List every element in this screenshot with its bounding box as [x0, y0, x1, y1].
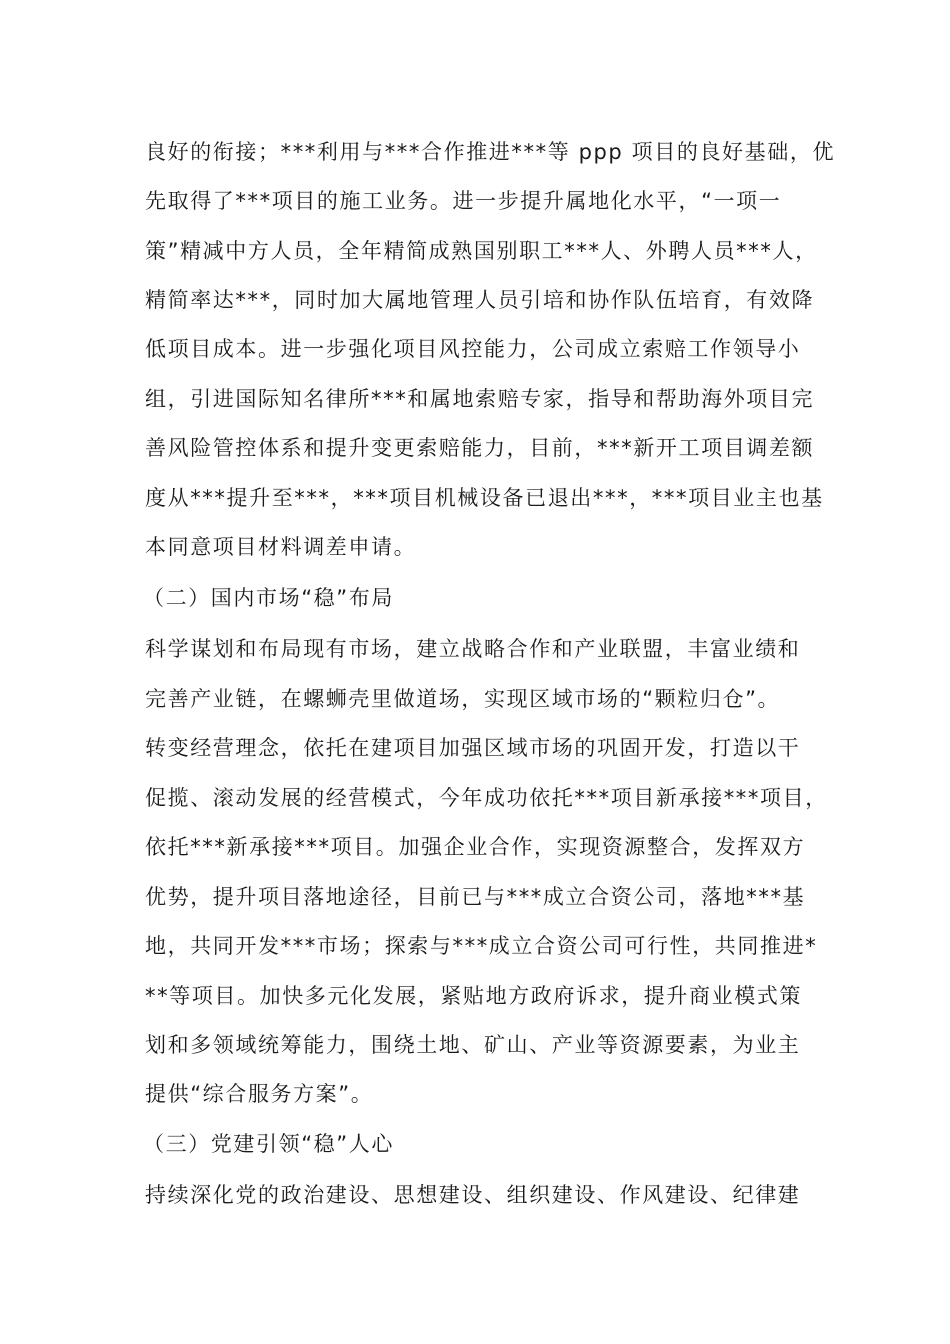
paragraph-line: 完善产业链，在螺蛳壳里做道场，实现区域市场的“颗粒归仓”。 — [145, 687, 781, 711]
paragraph-line: 依托***新承接***项目。加强企业合作，实现资源整合，发挥双方 — [145, 835, 806, 859]
paragraph-line: 度从***提升至***，***项目机械设备已退出***，***项目业主也基 — [145, 486, 824, 510]
section-heading-party-building: （三）党建引领“稳”人心 — [143, 1132, 394, 1156]
paragraph-line: 本同意项目材料调差申请。 — [145, 535, 417, 559]
paragraph-line: 精简率达***，同时加大属地管理人员引培和协作队伍培育，有效降 — [145, 288, 815, 312]
paragraph-line: 策”精减中方人员，全年精简成熟国别职工***人、外聘人员***人， — [145, 239, 818, 263]
paragraph-line: 善风险管控体系和提升变更索赔能力，目前，***新开工项目调差额 — [145, 436, 815, 460]
paragraph-line: 地，共同开发***市场；探索与***成立合资公司可行性，共同推进* — [145, 934, 818, 958]
paragraph-line: 组，引进国际知名律所***和属地索赔专家，指导和帮助海外项目完 — [145, 387, 815, 411]
paragraph-line: **等项目。加快多元化发展，紧贴地方政府诉求，提升商业模式策 — [145, 984, 802, 1008]
paragraph-line: 先取得了***项目的施工业务。进一步提升属地化水平，“一项一 — [145, 189, 782, 213]
paragraph-line: 优势，提升项目落地途径，目前已与***成立合资公司，落地***基 — [145, 885, 806, 909]
paragraph-line: 科学谋划和布局现有市场，建立战略合作和产业联盟，丰富业绩和 — [145, 637, 801, 661]
paragraph-line: 良好的衔接；***利用与***合作推进***等 ppp 项目的良好基础，优 — [145, 140, 836, 164]
paragraph-line: 低项目成本。进一步强化项目风控能力，公司成立索赔工作领导小 — [145, 337, 801, 361]
paragraph-line: 促揽、滚动发展的经营模式，今年成功依托***项目新承接***项目， — [145, 786, 828, 810]
paragraph-line: 转变经营理念，依托在建项目加强区域市场的巩固开发，打造以干 — [145, 736, 801, 760]
paragraph-line: 持续深化党的政治建设、思想建设、组织建设、作风建设、纪律建 — [145, 1183, 801, 1207]
paragraph-line: 划和多领域统筹能力，围绕土地、矿山、产业等资源要素，为业主 — [145, 1033, 801, 1057]
paragraph-line: 提供“综合服务方案”。 — [145, 1082, 374, 1106]
section-heading-domestic-market: （二）国内市场“稳”布局 — [143, 586, 394, 610]
